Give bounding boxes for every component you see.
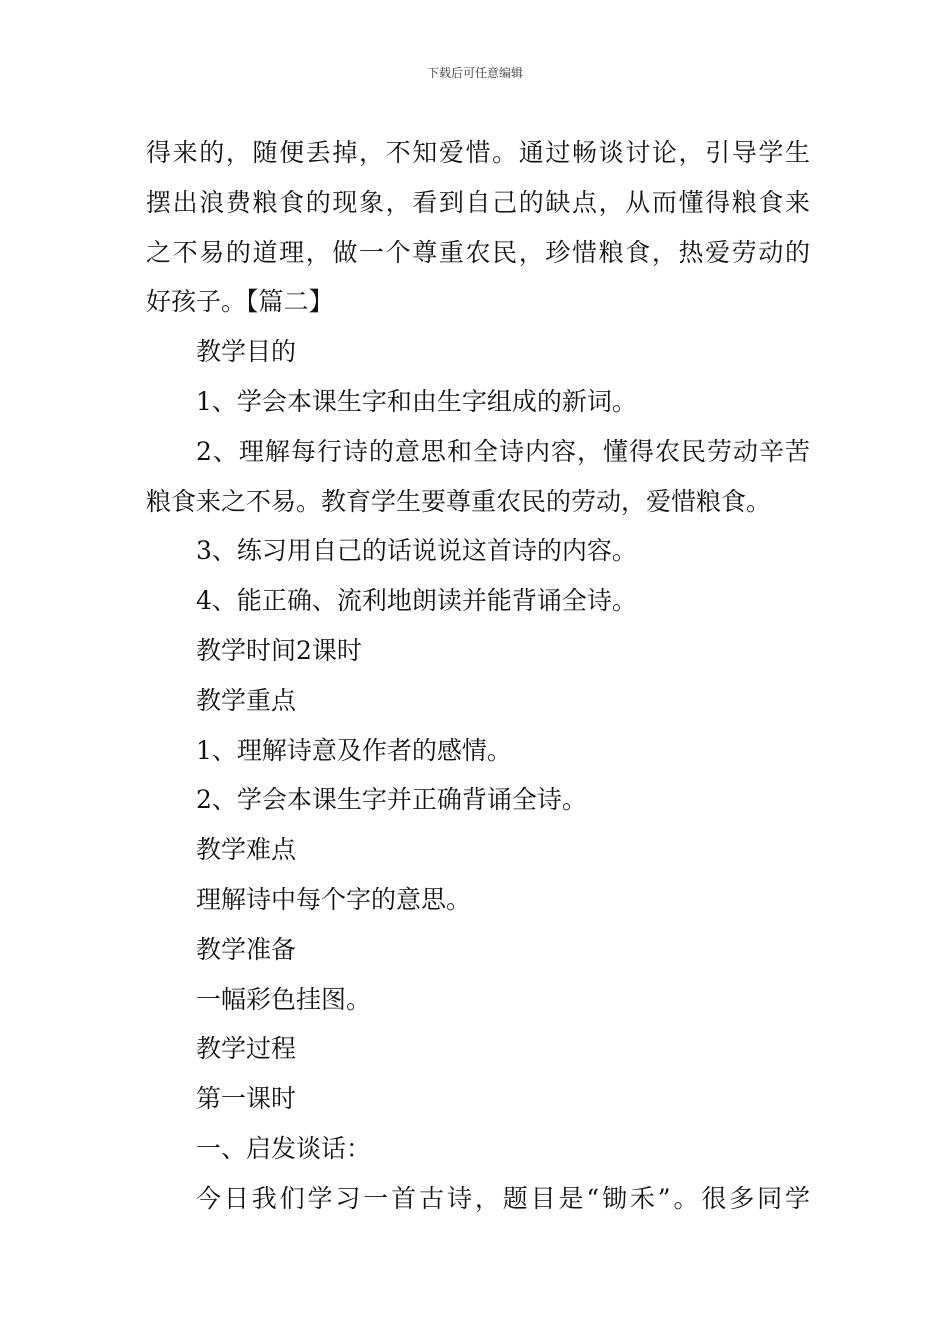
list-item: 3、练习用自己的话说说这首诗的内容。 <box>196 536 637 566</box>
list-item: 1、学会本课生字和由生字组成的新词。 <box>196 386 637 416</box>
section-heading: 教学时间2课时 <box>196 635 362 665</box>
section-heading: 教学难点 <box>196 835 297 865</box>
document-body <box>146 128 810 1224</box>
section-heading: 教学重点 <box>196 685 297 715</box>
section-heading: 教学过程 <box>196 1034 297 1064</box>
section-heading: 一、启发谈话： <box>196 1133 372 1163</box>
paragraph-line: 摆出浪费粮食的现象，看到自己的缺点，从而懂得粮食来 <box>146 187 810 217</box>
list-item: 2、学会本课生字并正确背诵全诗。 <box>196 785 587 815</box>
paragraph-line: 粮食来之不易。教育学生要尊重农民的劳动，爱惜粮食。 <box>146 486 772 516</box>
paragraph-line: 今日我们学习一首古诗，题目是“锄禾”。很多同学 <box>196 1183 810 1213</box>
list-item: 4、能正确、流利地朗读并能背诵全诗。 <box>196 586 637 616</box>
paragraph-line: 一幅彩色挂图。 <box>196 984 372 1014</box>
section-heading: 教学目的 <box>196 337 297 367</box>
paragraph-line: 理解诗中每个字的意思。 <box>196 884 472 914</box>
paragraph-line: 得来的，随便丢掉，不知爱惜。通过畅谈讨论，引导学生 <box>146 138 810 167</box>
list-item: 2、理解每行诗的意思和全诗内容，懂得农民劳动辛苦 <box>196 436 810 466</box>
paragraph-line: 好孩子。【篇二】 <box>146 287 334 317</box>
page-header: 下载后可任意编辑 <box>426 66 523 80</box>
section-heading: 第一课时 <box>196 1084 297 1114</box>
list-item: 1、理解诗意及作者的感情。 <box>196 735 512 765</box>
paragraph-line: 之不易的道理，做一个尊重农民，珍惜粮食，热爱劳动的 <box>146 237 810 267</box>
section-heading: 教学准备 <box>196 934 297 964</box>
